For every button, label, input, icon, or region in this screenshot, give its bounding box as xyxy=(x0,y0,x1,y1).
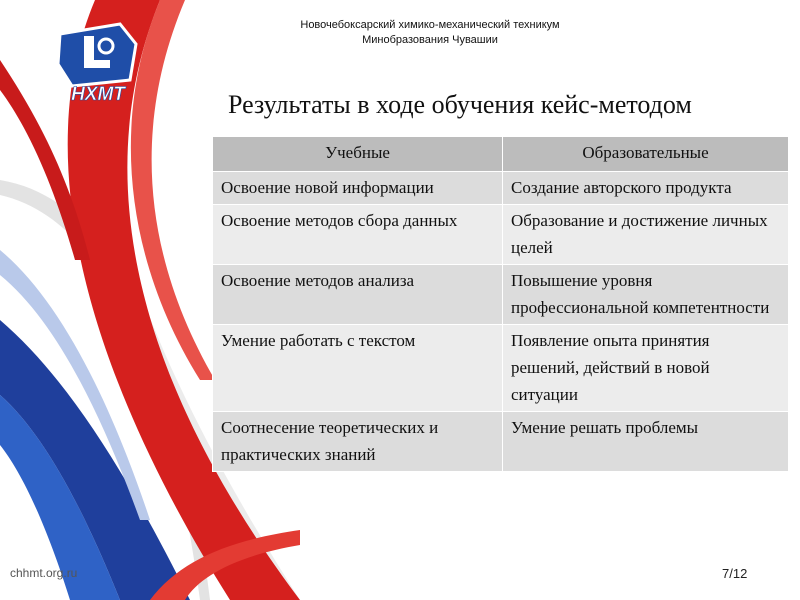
table-row xyxy=(213,205,789,265)
institution-name: Новочебоксарский химико-механический техникум xyxy=(300,19,560,31)
table-cell: Появление опыта принятия решений, действий в новой ситуации xyxy=(503,325,789,412)
table-cell: Умение решать проблемы xyxy=(503,412,789,472)
slide-title: Результаты в ходе обучения кейс-методом xyxy=(228,90,692,119)
ministry-name: Минобразования Чувашии xyxy=(362,34,498,46)
page-number: 7/12 xyxy=(722,566,748,581)
table-cell: Соотнесение теоретических и практических знаний xyxy=(213,412,503,472)
results-table xyxy=(212,136,789,472)
college-logo xyxy=(50,20,146,102)
institution-header xyxy=(230,18,630,48)
table-cell: Создание авторского продукта xyxy=(503,172,789,205)
college-emblem-icon xyxy=(58,24,136,86)
table-row xyxy=(213,172,789,205)
table-cell: Освоение методов анализа xyxy=(213,265,503,325)
column-header-educational: Учебные xyxy=(213,137,503,172)
table-row xyxy=(213,325,789,412)
table-header-row xyxy=(213,137,789,172)
table-cell: Повышение уровня профессиональной компетентности xyxy=(503,265,789,325)
website-url: chhmt.org.ru xyxy=(10,566,78,580)
table-cell: Освоение методов сбора данных xyxy=(213,205,503,265)
logo-text: НХМТ xyxy=(71,84,125,102)
table-row xyxy=(213,265,789,325)
table-cell: Образование и достижение личных целей xyxy=(503,205,789,265)
table-cell: Умение работать с текстом xyxy=(213,325,503,412)
column-header-formative: Образовательные xyxy=(503,137,789,172)
table-cell: Освоение новой информации xyxy=(213,172,503,205)
table-row xyxy=(213,412,789,472)
